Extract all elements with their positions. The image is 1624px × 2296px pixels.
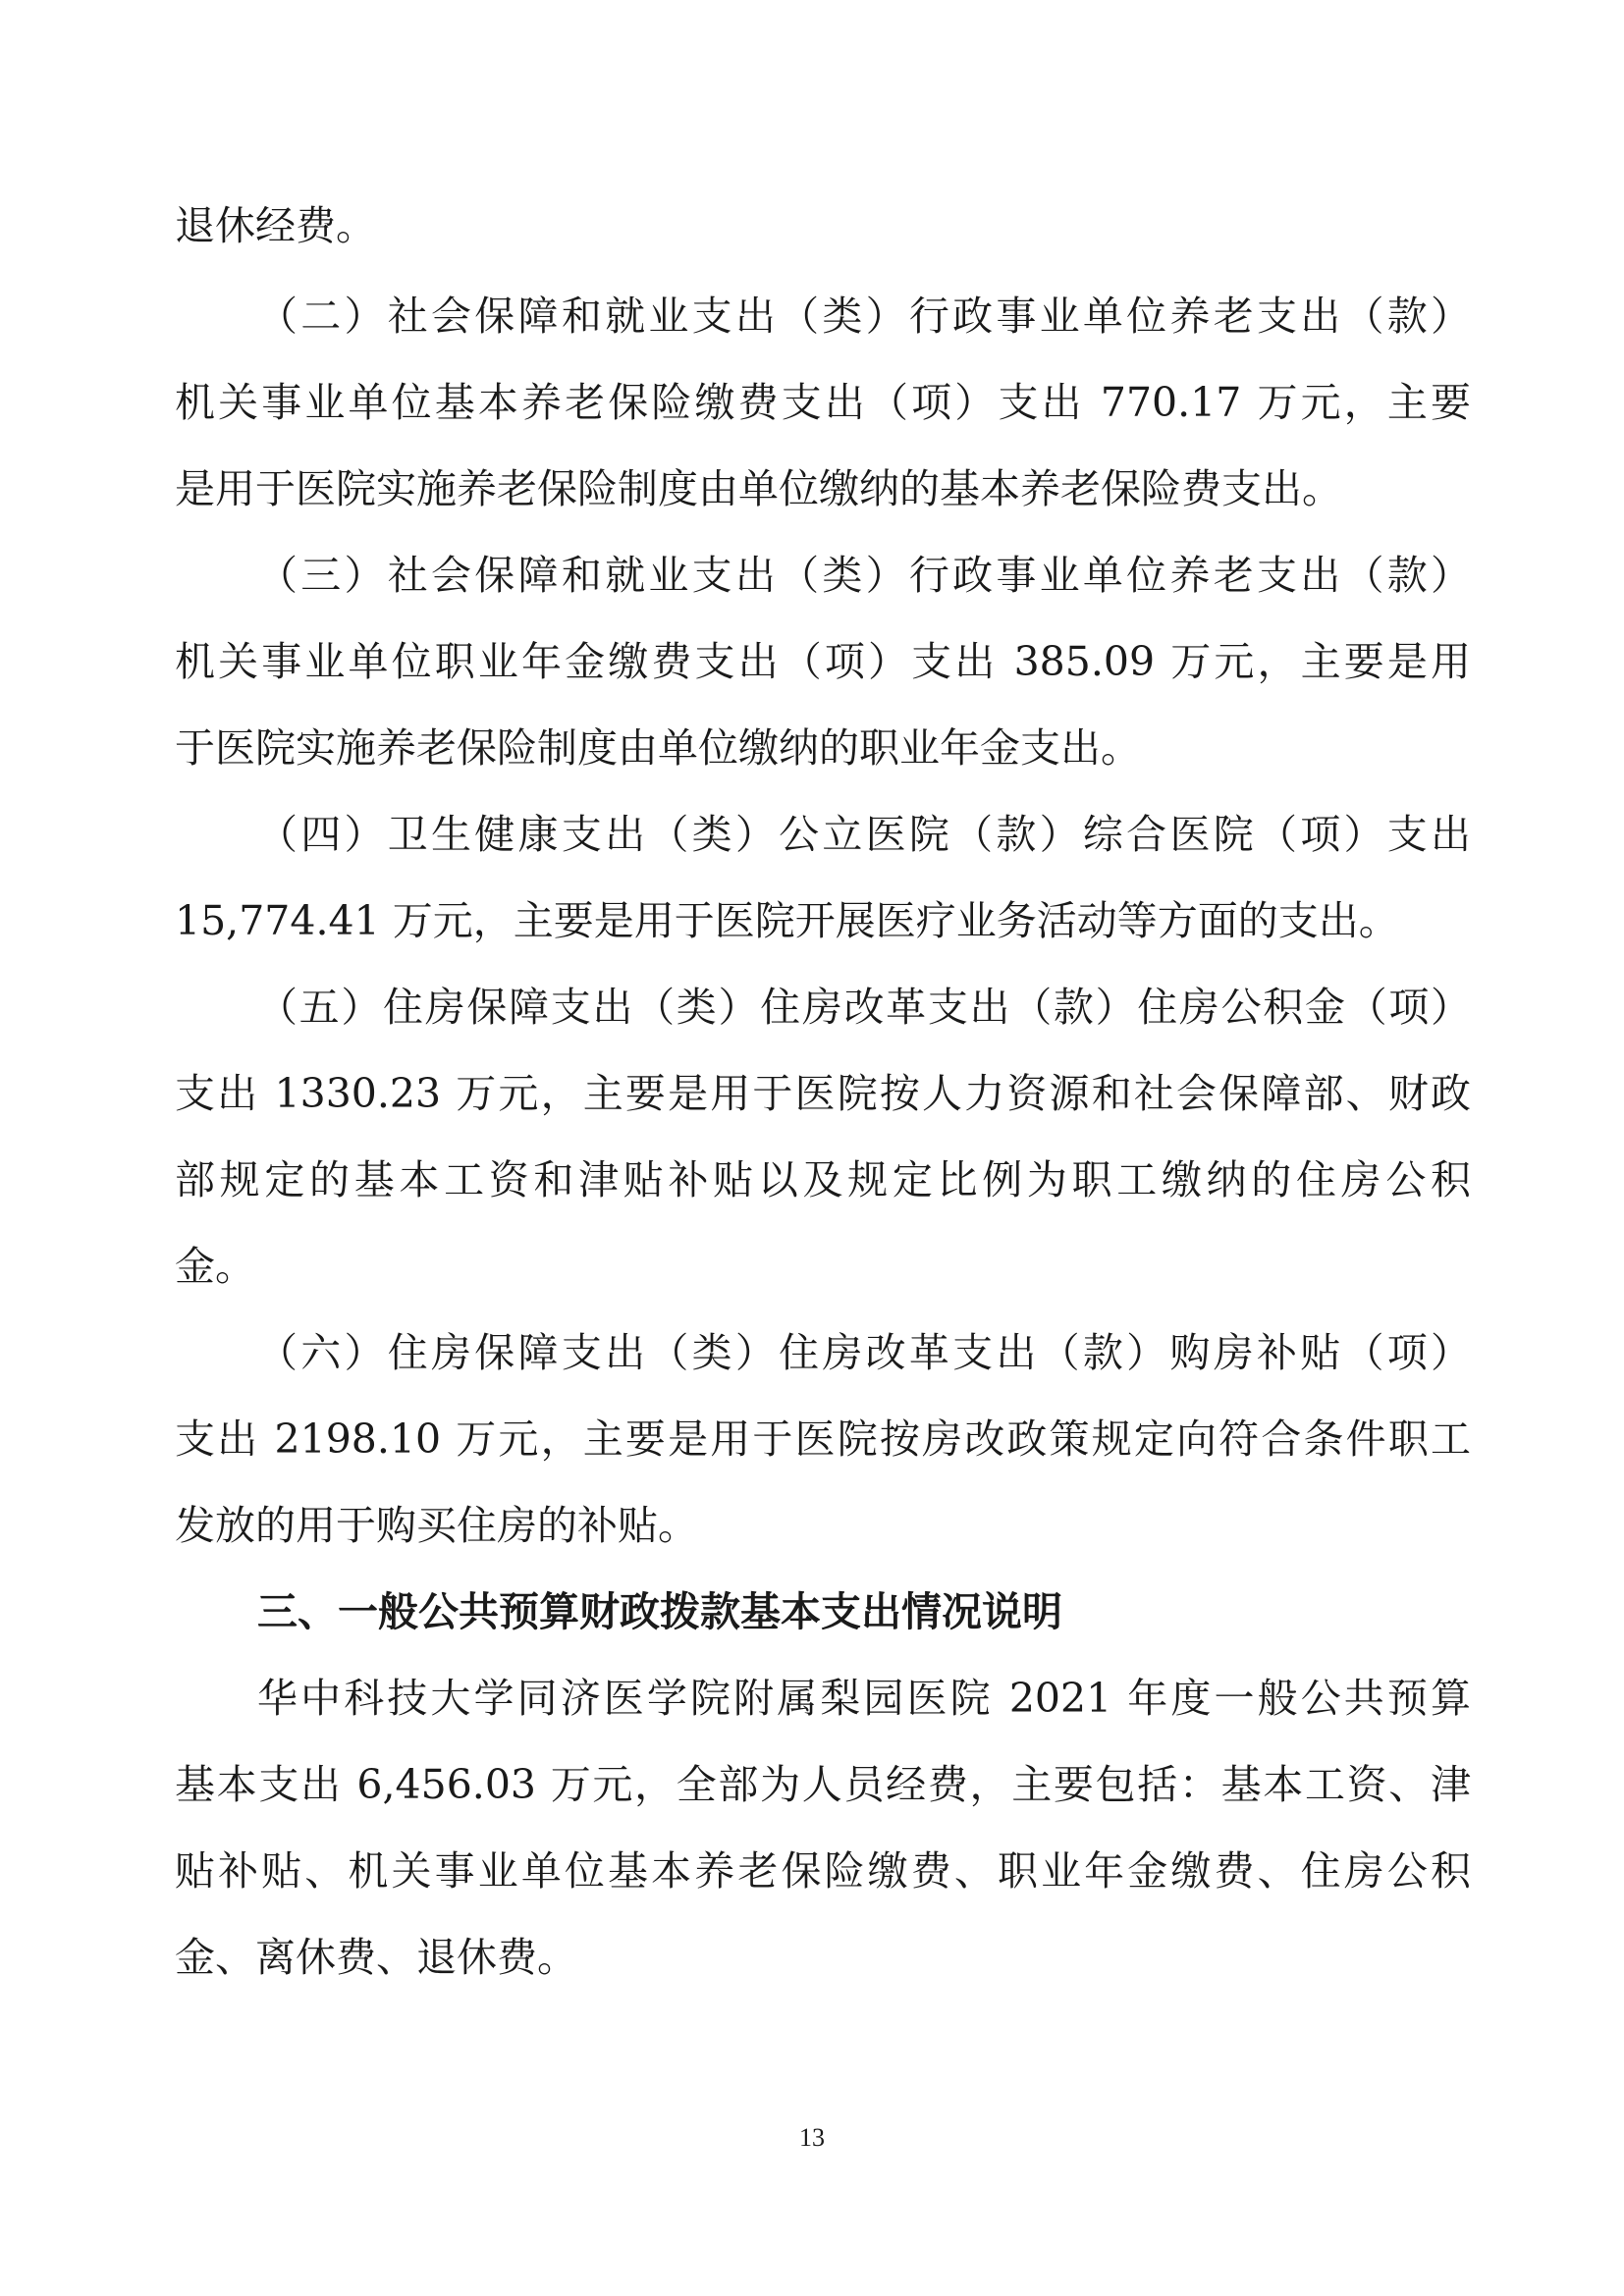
- paragraph-line: 金、离休费、退休费。: [175, 1934, 577, 1981]
- paragraph-line: （三）社会保障和就业支出（类）行政事业单位养老支出（款）: [257, 552, 1471, 599]
- paragraph-line: 退休经费。: [175, 202, 376, 249]
- paragraph-line: 支出 1330.23 万元，主要是用于医院按人力资源和社会保障部、财政: [175, 1070, 1471, 1117]
- paragraph-line: 机关事业单位职业年金缴费支出（项）支出 385.09 万元，主要是用: [175, 638, 1471, 685]
- paragraph-line: 15,774.41 万元，主要是用于医院开展医疗业务活动等方面的支出。: [175, 897, 1399, 944]
- section-heading: 三、一般公共预算财政拨款基本支出情况说明: [257, 1588, 1062, 1635]
- paragraph-line: （六）住房保障支出（类）住房改革支出（款）购房补贴（项）: [257, 1329, 1471, 1376]
- paragraph-line: （二）社会保障和就业支出（类）行政事业单位养老支出（款）: [257, 293, 1471, 340]
- paragraph-line: 是用于医院实施养老保险制度由单位缴纳的基本养老保险费支出。: [175, 465, 1342, 512]
- paragraph-line: （五）住房保障支出（类）住房改革支出（款）住房公积金（项）: [257, 984, 1471, 1031]
- paragraph-line: 支出 2198.10 万元，主要是用于医院按房改政策规定向符合条件职工: [175, 1415, 1471, 1463]
- paragraph-line: 华中科技大学同济医学院附属梨园医院 2021 年度一般公共预算: [257, 1675, 1471, 1722]
- page-number: 13: [799, 2123, 825, 2152]
- paragraph-line: 基本支出 6,456.03 万元，全部为人员经费，主要包括：基本工资、津: [175, 1761, 1471, 1808]
- paragraph-line: 部规定的基本工资和津贴补贴以及规定比例为职工缴纳的住房公积: [175, 1156, 1471, 1203]
- paragraph-line: （四）卫生健康支出（类）公立医院（款）综合医院（项）支出: [257, 811, 1471, 858]
- paragraph-line: 机关事业单位基本养老保险缴费支出（项）支出 770.17 万元，主要: [175, 379, 1471, 426]
- paragraph-line: 贴补贴、机关事业单位基本养老保险缴费、职业年金缴费、住房公积: [175, 1847, 1471, 1895]
- paragraph-line: 发放的用于购买住房的补贴。: [175, 1502, 698, 1549]
- paragraph-line: 金。: [175, 1243, 255, 1290]
- paragraph-line: 于医院实施养老保险制度由单位缴纳的职业年金支出。: [175, 724, 1141, 772]
